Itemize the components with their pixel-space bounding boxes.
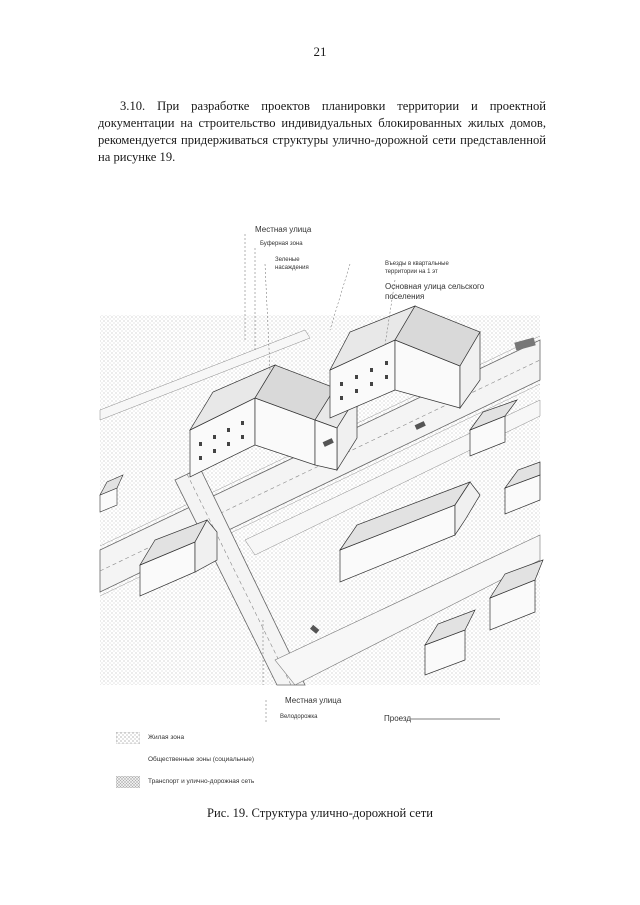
legend-item-transport: [116, 774, 416, 792]
legend-label: Жилая зона: [148, 734, 185, 741]
label-green-plantings: Зеленые насаждения: [275, 257, 309, 271]
body-paragraph: 3.10. При разработке проектов планировки территории и проектной документации на строительство индивидуальных блокированных жилых домов, рекомендуется придерживаться структуры улично-дорожной сети представленной на рисунке 19.: [98, 99, 546, 164]
legend-swatch-grid: [116, 776, 140, 788]
label-driveway: Проезд: [384, 714, 412, 723]
legend-label: Общественные зоны (социальные): [148, 756, 255, 763]
street-structure-figure: [95, 220, 545, 690]
page-number: 21: [313, 44, 327, 59]
label-buffer-zone: Буферная зона: [260, 241, 303, 247]
figure-caption: Рис. 19. Структура улично-дорожной сети: [207, 806, 433, 820]
label-local-street-top: Местная улица: [255, 225, 312, 234]
legend-label: Транспорт и улично-дорожная сеть: [148, 778, 255, 785]
legend-item-residential: [116, 730, 416, 748]
legend-item-public: [116, 752, 416, 770]
label-main-street: Основная улица сельского поселения: [385, 282, 485, 301]
label-local-street-bottom: Местная улица: [285, 696, 342, 705]
bottom-leader-lines: [262, 700, 282, 724]
label-entries: Въезды в квартальные территории на 1 эт: [385, 261, 449, 275]
label-bike-path: Велодорожка: [280, 714, 318, 720]
driveway-line: [410, 716, 500, 722]
legend-swatch-dots: [116, 732, 140, 744]
legend: [116, 730, 416, 796]
